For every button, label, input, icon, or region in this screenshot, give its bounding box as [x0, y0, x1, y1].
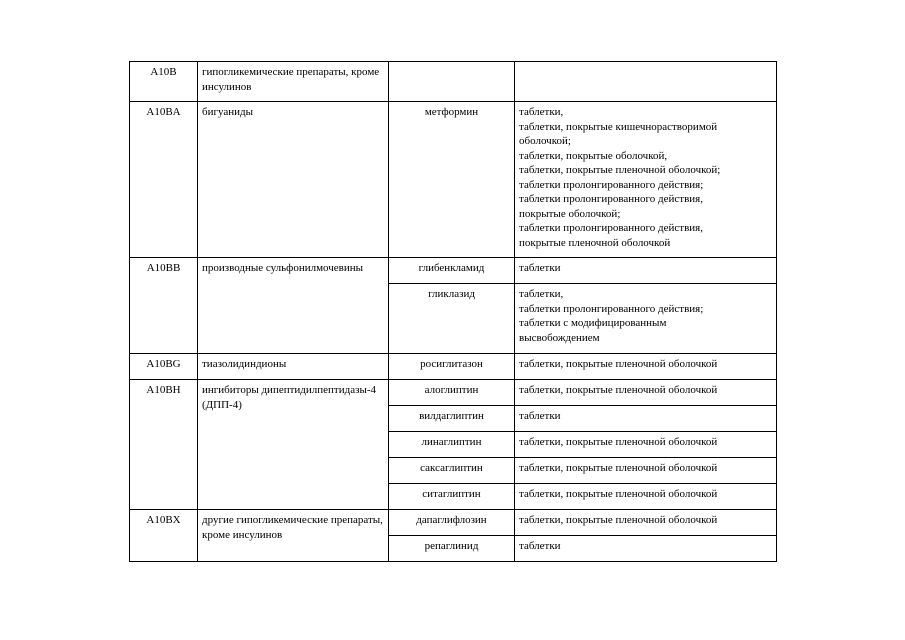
table-row — [130, 510, 777, 536]
dosage-form-line: покрытые оболочкой; — [519, 207, 621, 220]
dosage-form-line: таблетки, покрытые пленочной оболочкой — [519, 462, 718, 474]
table-body — [130, 62, 777, 562]
drug-name-cell — [389, 62, 515, 102]
dosage-form-line: таблетки, покрытые пленочной оболочкой — [519, 488, 718, 500]
drug-name-cell: линаглиптин — [389, 432, 515, 458]
dosage-form-cell — [515, 354, 777, 380]
group-name-text: другие гипогликемические препараты, кроме инсулинов — [202, 514, 383, 541]
dosage-form-line: таблетки, покрытые пленочной оболочкой — [519, 358, 718, 370]
table-row — [130, 354, 777, 380]
dosage-form-cell — [515, 536, 777, 562]
dosage-form-line: таблетки пролонгированного действия; — [519, 178, 704, 191]
group-name-cell — [198, 62, 389, 102]
table-row — [130, 102, 777, 258]
group-name-cell — [198, 354, 389, 380]
dosage-form-line: таблетки, покрытые пленочной оболочкой — [519, 384, 718, 396]
drug-name-cell: алоглиптин — [389, 380, 515, 406]
drug-name-cell: саксаглиптин — [389, 458, 515, 484]
dosage-form-line: высвобождением — [519, 331, 600, 344]
group-name-text: бигуаниды — [202, 106, 253, 118]
table-row — [130, 258, 777, 284]
group-name-text: производные сульфонилмочевины — [202, 262, 364, 274]
dosage-form-cell — [515, 62, 777, 102]
drug-name-cell: метформин — [389, 102, 515, 258]
dosage-form-cell — [515, 258, 777, 284]
drug-name-cell: гликлазид — [389, 284, 515, 354]
dosage-form-cell — [515, 510, 777, 536]
dosage-form-line: таблетки пролонгированного действия, — [519, 222, 703, 234]
drug-name-cell: репаглинид — [389, 536, 515, 562]
dosage-form-cell — [515, 432, 777, 458]
dosage-form-line: таблетки, — [519, 288, 564, 300]
drug-name-cell: росиглитазон — [389, 354, 515, 380]
dosage-form-cell — [515, 484, 777, 510]
dosage-form-line: таблетки — [519, 410, 561, 422]
dosage-form-cell — [515, 284, 777, 354]
group-name-text: ингибиторы дипептидилпептидазы-4 (ДПП-4) — [202, 384, 376, 411]
dosage-form-cell — [515, 406, 777, 432]
dosage-form-line: таблетки, — [519, 106, 564, 118]
drug-name-cell: дапаглифлозин — [389, 510, 515, 536]
atc-code-cell: A10BX — [130, 510, 198, 562]
drug-name-cell: вилдаглиптин — [389, 406, 515, 432]
dosage-form-line: таблетки пролонгированного действия; — [519, 302, 704, 315]
dosage-form-line: таблетки, покрытые пленочной оболочкой — [519, 514, 718, 526]
atc-code-cell: A10BH — [130, 380, 198, 510]
dosage-form-line: оболочкой; — [519, 135, 571, 147]
table-row — [130, 62, 777, 102]
group-name-cell — [198, 510, 389, 562]
atc-code-cell: A10BB — [130, 258, 198, 354]
dosage-form-line: таблетки — [519, 540, 561, 552]
drug-name-cell: глибенкламид — [389, 258, 515, 284]
drug-name-cell: ситаглиптин — [389, 484, 515, 510]
atc-code-cell: A10BG — [130, 354, 198, 380]
group-name-cell — [198, 380, 389, 510]
dosage-form-line: таблетки с модифицированным — [519, 317, 667, 329]
dosage-form-line: таблетки — [519, 262, 561, 274]
group-name-text: гипогликемические препараты, кроме инсулинов — [202, 66, 380, 93]
dosage-form-line: таблетки, покрытые оболочкой, — [519, 149, 668, 162]
dosage-form-cell — [515, 102, 777, 258]
drug-classification-table — [129, 61, 777, 562]
atc-code-cell: A10B — [130, 62, 198, 102]
atc-code-cell: A10BA — [130, 102, 198, 258]
dosage-form-line: покрытые пленочной оболочкой — [519, 236, 671, 249]
dosage-form-line: таблетки, покрытые пленочной оболочкой; — [519, 164, 721, 176]
dosage-form-line: таблетки, покрытые кишечнорастворимой — [519, 120, 718, 133]
dosage-form-cell — [515, 458, 777, 484]
group-name-cell — [198, 258, 389, 354]
dosage-form-cell — [515, 380, 777, 406]
dosage-form-line: таблетки пролонгированного действия, — [519, 193, 703, 205]
group-name-cell — [198, 102, 389, 258]
dosage-form-line: таблетки, покрытые пленочной оболочкой — [519, 436, 718, 448]
table-row — [130, 380, 777, 406]
group-name-text: тиазолидиндионы — [202, 358, 287, 370]
